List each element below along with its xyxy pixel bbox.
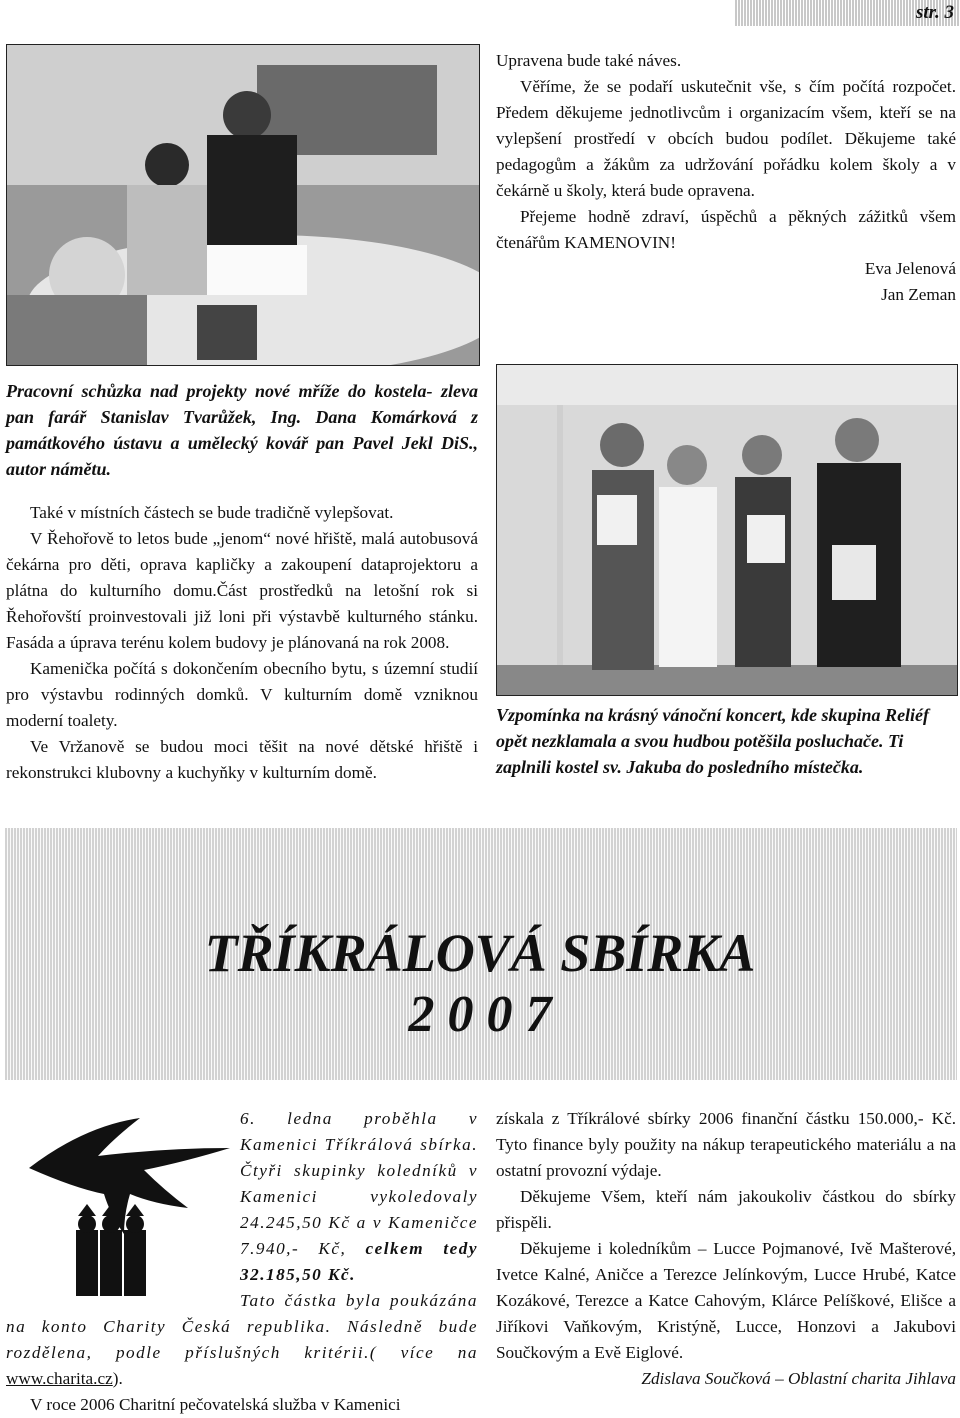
paragraph: Také v místních částech se bude tradičně vylepšovat. <box>30 503 394 522</box>
signature: Zdislava Součková – Oblastní charita Jihlava <box>641 1369 956 1388</box>
photo-caption: Pracovní schůzka nad projekty nové mříže do kostela- zleva pan farář Stanislav Tvarůžek, Ing. Dana Komárková z památkového ústavu a umělecký kovář pan Pavel Jekl DiS., autor námětu. <box>6 381 478 479</box>
intro-column <box>496 48 956 308</box>
charita-link[interactable]: www.charita.cz <box>6 1369 113 1388</box>
paragraph: Věříme, že se podaří uskutečnit vše, s čím počítá rozpočet. Předem děkujeme jednotlivcům i organizacím všem, kteří se na vylepšení prostředí v obcích budou podílet. Děkujeme také pedagogům a žákům za udržování pořádku kolem školy a v čekárně u školy, která bude opravena. <box>496 77 956 200</box>
paragraph: V Řehořově to letos bude „jenom“ nové hřiště, malá autobusová čekárna pro děti, oprava kapličky a zakoupení dataprojektoru a plátna do kulturního domu.Část prostředků na letošní rok si Řehořovští proinvestovali již loni při výstavbě kulturného stánku. Fasáda a úprava terénu kolem budovy je plánovaná na rok 2008. <box>6 529 478 652</box>
thanks-column <box>496 1106 956 1392</box>
collection-report <box>6 1106 478 1418</box>
paragraph: Děkujeme Všem, kteří nám jakoukoliv částkou do sbírky přispěli. <box>496 1187 956 1232</box>
meeting-photo <box>6 44 480 366</box>
signature: Jan Zeman <box>881 285 956 304</box>
paragraph: Přejeme hodně zdraví, úspěchů a pěkných zážitků všem čtenářům KAMENOVIN! <box>496 207 956 252</box>
banner-title: TŘÍKRÁLOVÁ SBÍRKA <box>204 923 756 983</box>
photo-caption: Vzpomínka na krásný vánoční koncert, kde skupina Reliéf opět nezklamala a svou hudbou potěšila posluchače. Ti zaplnili kostel sv. Jakuba do posledního místečka. <box>496 705 930 777</box>
report-text: Tato částka byla poukázána na konto Charity Česká republika. Následně bude rozdělena, podle příslušných kritérii.( více na <box>6 1291 478 1362</box>
paragraph: Děkujeme i koledníkům – Lucce Pojmanové, Ivě Mašterové, Ivetce Kalné, Aničce a Terezce Jelínkovým, Lucce Hrubé, Katce Kozákové, Terezce a Katce Cahovým, Klárce Pelíškové, Elišce a Jiříkovi Vaňkovým, Kristýně, Lucce, Honzovi a Jakubovi Součkovým a Evě Eiglové. <box>496 1239 956 1362</box>
report-text: 6. ledna proběhla v Kamenici Tříkrálová sbírka. Čtyři skupinky koledníků v Kamenici vykoledovaly 24.245,50 Kč a v Kameničce 7.940,- Kč, <box>240 1109 478 1258</box>
link-suffix: ). <box>112 1369 123 1388</box>
paragraph: získala z Tříkrálové sbírky 2006 finanční částku 150.000,- Kč. Tyto finance byly použity na nákup terapeutického materiálu a na ostatní provozní výdaje. <box>496 1109 956 1180</box>
body-column <box>6 500 478 786</box>
paragraph: Kamenička počítá s dokončením obecního bytu, s územní studií pro výstavbu rodinných domků. V kulturním domě vzniknou moderní toalety. <box>6 659 478 730</box>
paragraph: Ve Vržanově se budou moci těšit na nové dětské hřiště i rekonstrukci klubovny a kuchyňky v kulturním domě. <box>6 737 478 782</box>
paragraph: Upravena bude také náves. <box>496 51 682 70</box>
paragraph <box>6 1288 478 1392</box>
signature: Eva Jelenová <box>864 259 956 278</box>
paragraph: V roce 2006 Charitní pečovatelská služba v Kamenici <box>30 1395 401 1414</box>
page-number: str. 3 <box>915 2 954 23</box>
paragraph <box>240 1106 478 1288</box>
total-amount: celkem tedy 32.185,50 Kč. <box>240 1239 478 1284</box>
concert-photo <box>496 364 958 696</box>
banner-year: 2 0 0 7 <box>408 986 552 1043</box>
